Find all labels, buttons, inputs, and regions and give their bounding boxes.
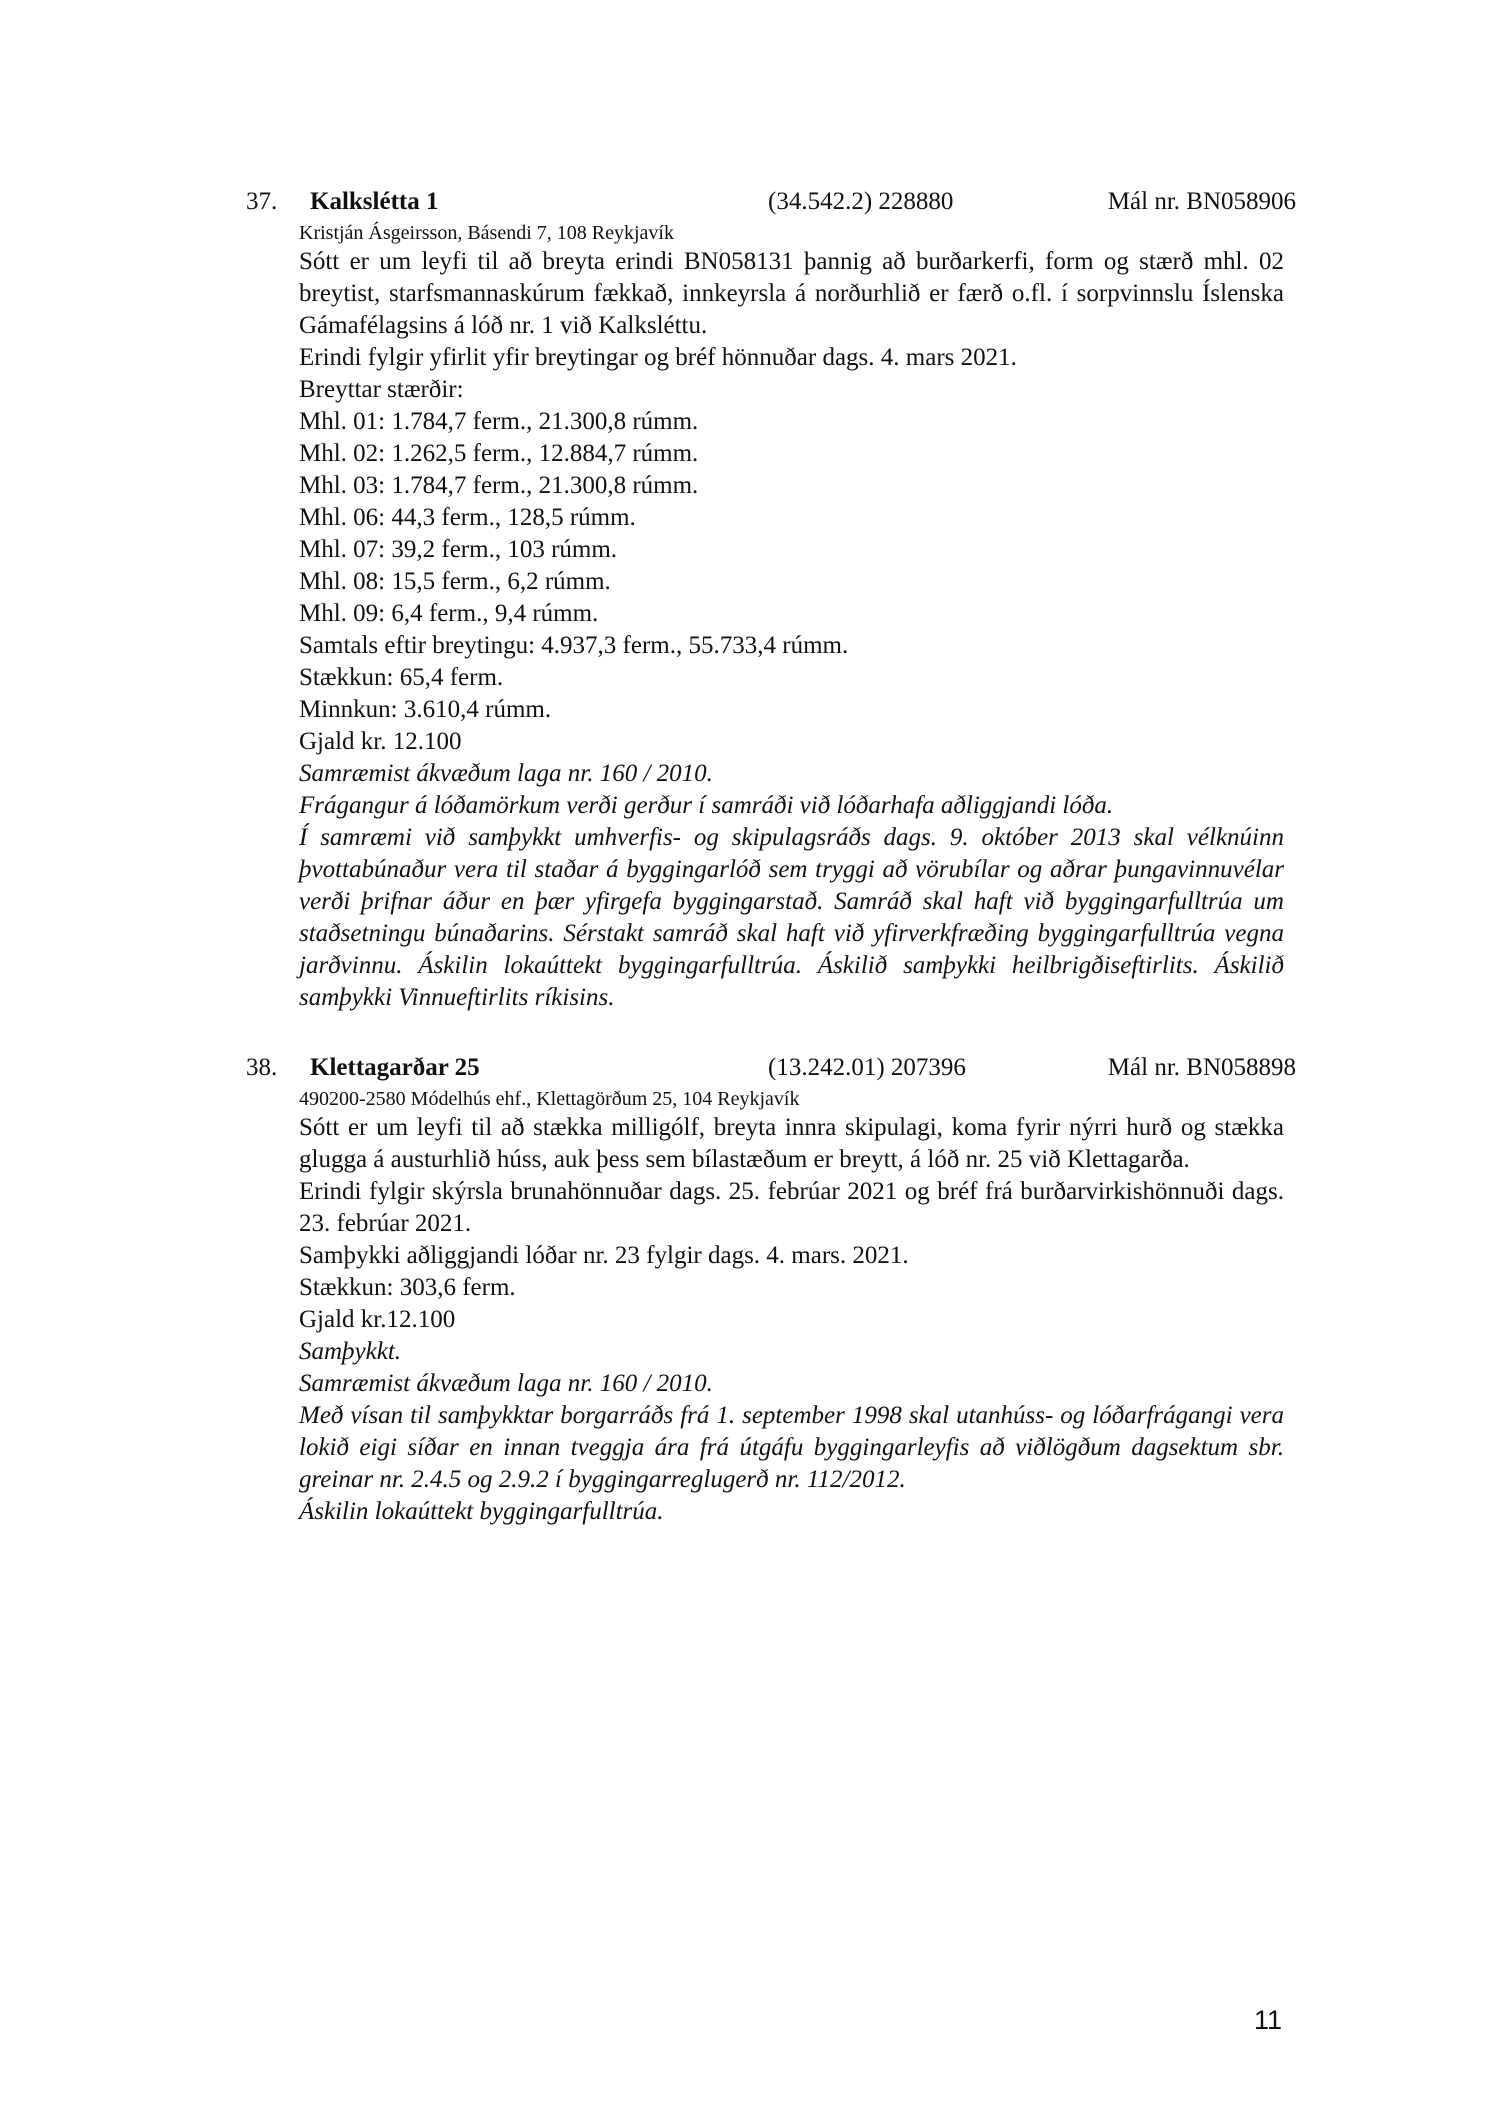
- description: Sótt er um leyfi til að breyta erindi BN058131 þannig að burðarkerfi, form og stærð mhl. 02 breytist, starfsmannaskúrum fækkað, innkeyrsla á norðurhlið er færð o.fl. í sorpvinnslu Íslenska Gámafélagsins á lóð nr. 1 við Kalksléttu.: [299, 248, 1284, 339]
- case-number: 38.: [246, 1054, 278, 1081]
- decision: Samþykkt.: [299, 1338, 402, 1365]
- conclusion: Áskilin lokaúttekt byggingarfulltrúa.: [299, 1498, 664, 1525]
- page-number: 11: [1253, 2005, 1282, 2035]
- fee: Gjald kr.12.100: [299, 1306, 456, 1333]
- total-size: Samtals eftir breytingu: 4.937,3 ferm., 55.733,4 rúmm.: [299, 632, 849, 659]
- size-line: Mhl. 07: 39,2 ferm., 103 rúmm.: [299, 536, 618, 563]
- conclusion: Í samræmi við samþykkt umhverfis- og skipulagsráðs dags. 9. október 2013 skal vélknúinn þvottabúnaður vera til staðar á byggingarlóð sem tryggi að vörubílar og aðrar þungavinnuvélar verði þrifnar áður en þær yfirgefa byggingarstað. Samráð skal haft við byggingarfulltrúa um staðsetningu búnaðarins. Sérstakt samráð skal haft við yfirverkfræðing byggingarfulltrúa vegna jarðvinnu. Áskilin lokaúttekt byggingarfulltrúa. Áskilið samþykki heilbrigðiseftirlits. Áskilið samþykki Vinnueftirlits ríkisins.: [299, 824, 1284, 1011]
- description: Sótt er um leyfi til að stækka milligólf, breyta innra skipulagi, koma fyrir nýrri hurð og stækka glugga á austurhlið húss, auk þess sem bílastæðum er breytt, á lóð nr. 25 við Klettagarða.: [299, 1114, 1284, 1173]
- case-header: [246, 184, 1296, 220]
- fee: Gjald kr. 12.100: [299, 728, 462, 755]
- size-line: Mhl. 06: 44,3 ferm., 128,5 rúmm.: [299, 504, 636, 531]
- case-id: Mál nr. BN058906: [1107, 188, 1296, 215]
- case-body: [299, 1112, 1284, 1528]
- applicant: Kristján Ásgeirsson, Básendi 7, 108 Reykjavík: [299, 222, 674, 244]
- conclusion: Samræmist ákvæðum laga nr. 160 / 2010.: [299, 760, 713, 787]
- sizes-heading: Breyttar stærðir:: [299, 376, 464, 403]
- attachment: Erindi fylgir yfirlit yfir breytingar og bréf hönnuðar dags. 4. mars 2021.: [299, 344, 1017, 371]
- reduction: Minnkun: 3.610,4 rúmm.: [299, 696, 552, 723]
- size-line: Mhl. 01: 1.784,7 ferm., 21.300,8 rúmm.: [299, 408, 699, 435]
- case-entry-38: [246, 1050, 1296, 1528]
- size-line: Mhl. 09: 6,4 ferm., 9,4 rúmm.: [299, 600, 599, 627]
- enlargement: Stækkun: 303,6 ferm.: [299, 1274, 516, 1301]
- conclusion: Frágangur á lóðamörkum verði gerður í samráði við lóðarhafa aðliggjandi lóða.: [299, 792, 1114, 819]
- case-entry-37: [246, 184, 1296, 1014]
- case-number: 37.: [246, 188, 278, 215]
- case-title: Kalkslétta 1: [310, 188, 439, 215]
- size-line: Mhl. 08: 15,5 ferm., 6,2 rúmm.: [299, 568, 611, 595]
- case-reference: (34.542.2) 228880: [768, 188, 954, 215]
- conclusion: Með vísan til samþykktar borgarráðs frá 1. september 1998 skal utanhúss- og lóðarfrágangi vera lokið eigi síðar en innan tveggja ára frá útgáfu byggingarleyfis að viðlögðum dagsektum sbr. greinar nr. 2.4.5 og 2.9.2 í byggingarreglugerð nr. 112/2012.: [299, 1402, 1284, 1493]
- case-reference: (13.242.01) 207396: [768, 1054, 966, 1081]
- case-header: [246, 1050, 1296, 1086]
- enlargement: Stækkun: 65,4 ferm.: [299, 664, 504, 691]
- size-line: Mhl. 02: 1.262,5 ferm., 12.884,7 rúmm.: [299, 440, 699, 467]
- neighbor-consent: Samþykki aðliggjandi lóðar nr. 23 fylgir dags. 4. mars. 2021.: [299, 1242, 909, 1269]
- conclusion: Samræmist ákvæðum laga nr. 160 / 2010.: [299, 1370, 713, 1397]
- case-body: [299, 246, 1284, 1014]
- size-line: Mhl. 03: 1.784,7 ferm., 21.300,8 rúmm.: [299, 472, 699, 499]
- applicant: 490200-2580 Módelhús ehf., Klettagörðum 25, 104 Reykjavík: [299, 1088, 800, 1110]
- case-id: Mál nr. BN058898: [1107, 1054, 1296, 1081]
- attachment: Erindi fylgir skýrsla brunahönnuðar dags. 25. febrúar 2021 og bréf frá burðarvirkishönnuði dags. 23. febrúar 2021.: [299, 1178, 1284, 1237]
- case-title: Klettagarðar 25: [310, 1054, 480, 1081]
